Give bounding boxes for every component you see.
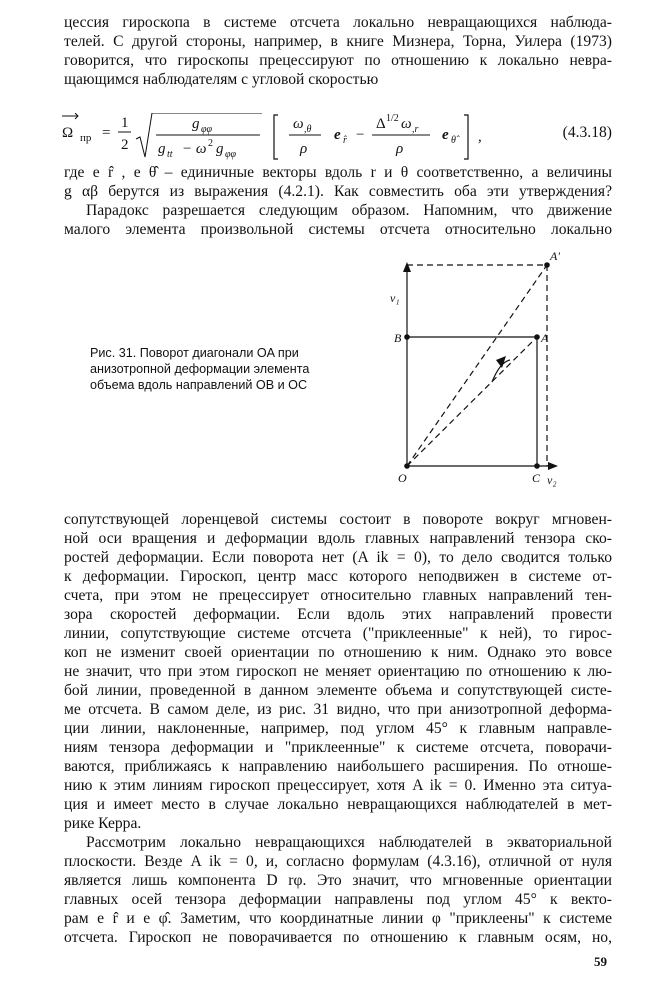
text-line: говорится, что гироскопы прецессируют по отношению к локально невра-: [64, 52, 612, 69]
svg-text:tt: tt: [167, 149, 173, 160]
equation-number: (4.3.18): [562, 124, 612, 141]
svg-text:θ̂: θ̂: [451, 135, 456, 146]
svg-text:,θ: ,θ: [304, 124, 312, 135]
text-line: отсчета. Гироскоп не поворачивается по отношению к главным осям, но,: [64, 929, 612, 946]
eq-half-den: 2: [121, 137, 129, 153]
eq-half-num: 1: [121, 115, 129, 131]
svg-text:ρ: ρ: [396, 141, 404, 157]
text-line: телей. С другой стороны, например, в книге Мизнера, Торна, Уилера (1973): [64, 33, 612, 50]
text-line: малого элемента произвольной системы отсчета относительно локально: [64, 221, 612, 238]
svg-text:φφ: φφ: [201, 124, 213, 135]
label-C: C: [532, 471, 541, 485]
eq-t1-num: ω: [293, 116, 304, 132]
svg-text:ω: ω: [401, 116, 412, 132]
equation-graphic: [56, 113, 576, 169]
eq-sqrt-num: g: [192, 116, 200, 132]
figure-caption-line: анизотропной деформации элемента: [90, 362, 310, 376]
text-line: где e r̂ , e θ̂ – единичные векторы вдоль r и θ соответственно, а величины: [64, 164, 612, 181]
text-line: Парадокс разрешается следующим образом. Напомним, что движение: [86, 202, 612, 219]
svg-text:g: g: [216, 141, 224, 157]
text-line: ниям тензора деформации и "приклеенные" к системе отсчета, поворачи-: [64, 739, 612, 756]
label-A-prime: A': [550, 250, 560, 263]
text-line: рике Керра.: [64, 815, 142, 832]
eq-t2-num: Δ: [376, 116, 386, 132]
text-line: плоскости. Везде A ik = 0, и, согласно формулам (4.3.16), отличной от нуля: [64, 853, 612, 870]
equation-4-3-18: [56, 113, 616, 169]
figure-caption-line: Рис. 31. Поворот диагонали OA при: [90, 346, 299, 360]
svg-text:,r: ,r: [412, 124, 419, 135]
eq-e-theta: e: [442, 127, 449, 143]
text-line: к деформации. Гироскоп, центр масс которого неподвижен в системе от-: [64, 568, 612, 585]
svg-text:r̂: r̂: [343, 135, 347, 146]
text-line: ции линии, наклоненные, например, под углом 45° к главным направле-: [64, 720, 612, 737]
text-line: ростей деформации. Если поворота нет (A ik = 0), то дело сводится только: [64, 549, 612, 566]
text-line: ция и имеет место в случае локально невращающихся наблюдателей в мет-: [64, 796, 612, 813]
label-O: O: [398, 471, 407, 485]
text-line: коп не изменит своей ориентации по отношению к ним. Однако это вовсе: [64, 644, 612, 661]
svg-text:− ω: − ω: [182, 141, 207, 157]
text-line: щающимся наблюдателям с угловой скоростью: [64, 71, 379, 88]
eq-sqrt-den: g: [158, 141, 166, 157]
figure-caption-line: объема вдоль направлений OB и OC: [90, 378, 308, 392]
label-B: B: [394, 331, 402, 345]
text-line: является лишь компонента D rφ. Это значит, что мгновенные ориентации: [64, 872, 612, 889]
text-line: ме отсчета. В самом деле, из рис. 31 видно, что при анизотропной деформа-: [64, 701, 612, 718]
label-A: A: [541, 331, 549, 345]
text-line: нию к этим линиям гироскоп прецессирует, хотя A ik = 0. Именно эта ситуа-: [64, 777, 612, 794]
text-line: бой линии, проведенной в данном элементе объема и сопутствующей систе-: [64, 682, 612, 699]
label-v2: v₂: [547, 473, 557, 487]
text-line: главных осей тензора деформации направлены под углом 45° к векто-: [64, 891, 612, 908]
eq-lhs: Ω: [62, 125, 74, 141]
diagonal-OA: [407, 337, 537, 466]
svg-text:=: =: [102, 125, 111, 141]
svg-text:1/2: 1/2: [386, 113, 399, 124]
svg-text:−: −: [356, 127, 365, 143]
text-line: цессия гироскопа в системе отсчета локально невращающихся наблюда-: [64, 14, 612, 31]
label-v1: v₁: [390, 291, 400, 305]
text-line: Рассмотрим локально невращающихся наблюдателей в экваториальной: [86, 834, 612, 851]
text-line: ной оси вращения и деформации вдоль главных направлений тензора ско-: [64, 530, 612, 547]
svg-text:2: 2: [208, 138, 213, 149]
svg-text:φφ: φφ: [225, 149, 237, 160]
text-line: рам e r̂ и e φ̂. Заметим, что координатные линии φ "приклеены" к системе: [64, 910, 612, 927]
text-line: линии, сопутствующие системе отсчета ("приклеенные" к ней), то гирос-: [64, 625, 612, 642]
diagonal-OA-prime: [407, 265, 547, 466]
figure-31-diagram: [384, 250, 574, 495]
svg-text:ρ: ρ: [300, 141, 308, 157]
text-line: зора скоростей деформации. Если вдоль этих направлений провести: [64, 606, 612, 623]
text-line: ваются, приближаясь к направлению наибольшего расширения. По отноше-: [64, 758, 612, 775]
text-line: не значит, что при этом гироскоп не меняет ориентацию по отношению к лю-: [64, 663, 612, 680]
text-line: сопутствующей лоренцевой системы состоит в повороте вокруг мгновен-: [64, 511, 612, 528]
svg-text:,: ,: [478, 129, 482, 145]
text-line: g αβ берутся из выражения (4.2.1). Как совместить оба эти утверждения?: [64, 183, 612, 200]
page-number: 59: [594, 954, 607, 969]
text-line: счета, при этом не прецессирует относительно главных направлений тен-: [64, 587, 612, 604]
eq-e-r: e: [334, 127, 341, 143]
eq-lhs-sub: пр: [80, 132, 92, 144]
